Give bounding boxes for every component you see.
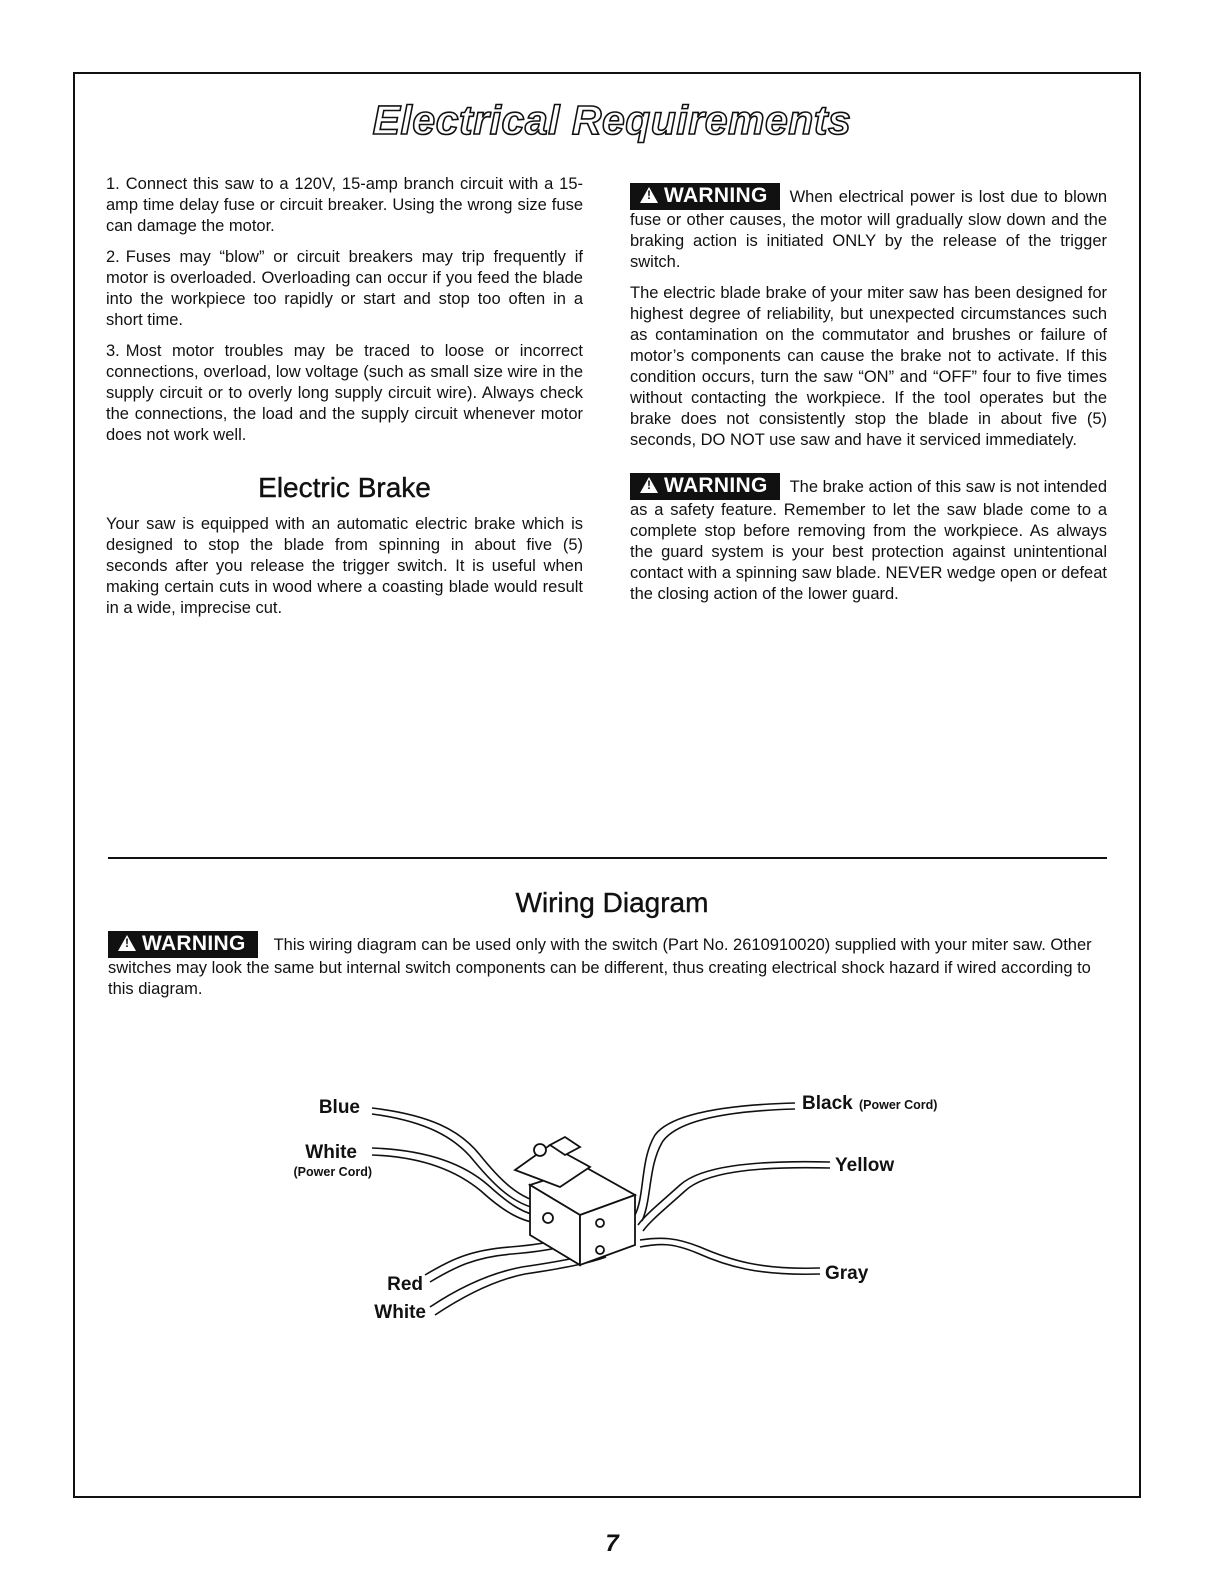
wire-black xyxy=(635,1103,795,1215)
electric-brake-heading: Electric Brake xyxy=(258,472,431,503)
warning-badge: !WARNING xyxy=(108,931,258,958)
requirement-item: 2. Fuses may “blow” or circuit breakers may trip frequently if motor is overloaded. Overloading can occur if you feed the blade into the workpiece too rapidly or start and stop too often in a short time. xyxy=(106,248,583,329)
page-title: Electrical Requirements xyxy=(372,97,852,143)
wire-blue xyxy=(372,1108,545,1203)
warning-triangle-icon xyxy=(118,935,136,951)
label-blue: Blue xyxy=(318,1097,360,1118)
label-red: Red xyxy=(387,1274,423,1295)
requirement-item: 3. Most motor troubles may be traced to loose or incorrect connections, overload, low voltage (such as small size wire in the supply circuit or to overly long supply circuit wire). Always check the connections, the load and the supply circuit whenever motor does not work well. xyxy=(106,342,583,444)
wiring-warning: !WARNING This wiring diagram can be used only with the switch (Part No. 2610910020) supplied with your miter saw. Other switches may look the same but internal switch components can be different, thus creating electrical shock hazard if wired according to this diagram. xyxy=(108,931,1106,1010)
wire-gray xyxy=(640,1238,820,1268)
warning-power-loss: !WARNING When electrical power is lost due to blown fuse or other causes, the motor will gradually slow down and the braking action is initiated ONLY by the release of the trigger switch. xyxy=(630,183,1107,273)
warning-triangle-icon xyxy=(640,187,658,203)
section-divider xyxy=(108,857,1107,859)
label-black: Black xyxy=(802,1093,853,1114)
warning-badge: !WARNING xyxy=(630,183,780,210)
wiring-diagram xyxy=(260,1075,980,1345)
page-number: 7 xyxy=(605,1530,619,1557)
label-power-cord-left: (Power Cord) xyxy=(293,1165,372,1179)
warning-triangle-icon xyxy=(640,477,658,493)
warning-brake-safety: !WARNING The brake action of this saw is not intended as a safety feature. Remember to let the saw blade come to a complete stop before removing from the workpiece. As always the guard system is your best protection against unintentional contact with a spinning saw blade. NEVER wedge open or defeat the closing action of the lower guard. xyxy=(630,473,1107,605)
label-gray: Gray xyxy=(825,1263,869,1284)
label-power-cord-right: (Power Cord) xyxy=(859,1098,938,1112)
left-column xyxy=(106,174,583,629)
right-column xyxy=(630,183,1107,615)
label-white: White xyxy=(374,1302,426,1323)
electric-brake-text: Your saw is equipped with an automatic electric brake which is designed to stop the blade from spinning in about five (5) seconds after you release the trigger switch. It is useful when making certain cuts in wood where a coasting blade would result in a wide, imprecise cut. xyxy=(106,515,583,617)
wire-white-power xyxy=(372,1148,545,1217)
wire-yellow xyxy=(638,1162,830,1225)
wiring-diagram-heading: Wiring Diagram xyxy=(515,887,709,918)
label-white-power: White xyxy=(305,1142,357,1163)
brake-reliability-text: The electric blade brake of your miter saw has been designed for highest degree of reliability, but unexpected circumstances such as contamination on the commutator and brushes or failure of motor’s components can cause the brake not to activate. If this condition occurs, turn the saw “ON” and “OFF” four to five times without contacting the workpiece. If the tool operates but the brake does not consistently stop the blade in about five (5) seconds, DO NOT use saw and have it serviced immediately. xyxy=(630,284,1107,449)
label-yellow: Yellow xyxy=(835,1155,895,1176)
warning-badge: !WARNING xyxy=(630,473,780,500)
switch-body xyxy=(515,1137,635,1265)
requirement-item: 1. Connect this saw to a 120V, 15-amp branch circuit with a 15-amp time delay fuse or circuit breaker. Using the wrong size fuse can damage the motor. xyxy=(106,175,583,235)
